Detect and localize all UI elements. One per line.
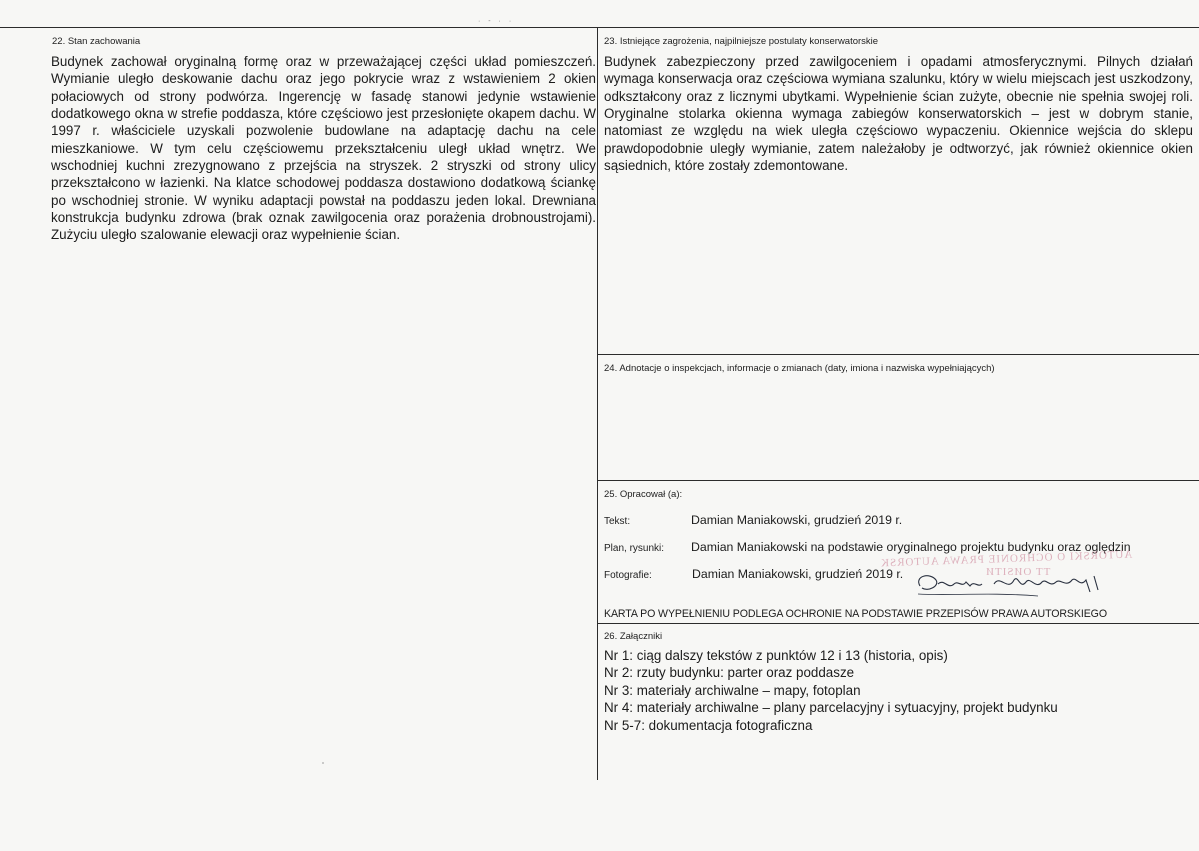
text-author-value: Damian Maniakowski, grudzień 2019 r.: [691, 513, 903, 527]
section-25-title: 25. Opracował (a):: [604, 489, 683, 500]
photos-author-value: Damian Maniakowski, grudzień 2019 r.: [692, 567, 904, 581]
top-border: [0, 27, 1199, 28]
divider-23-24: [597, 354, 1199, 355]
scan-noise: · ‐ · ·: [478, 18, 515, 25]
attachment-item: Nr 1: ciąg dalszy tekstów z punktów 12 i 13 (historia, opis): [604, 648, 948, 663]
section-22-text: Budynek zachował oryginalną formę oraz w przeważającej części układ pomieszczeń. Wymianie uległo deskowanie dachu oraz jego pokrycie wraz z wstawieniem 2 okien połaciowych od strony podwórza. Ingerencję w fasadę stanowi jedynie wstawienie dodatkowego okna w strefie poddasza, które częściowo jest przesłonięte okapem dachu. W 1997 r. właściciele uzyskali pozwolenie budowlane na adaptację dachu na cele mieszkaniowe. W tym celu częściowemu przekształceniu uległ układ wnętrz. We wschodniej kuchni zrezygnowano z przejścia na stryszek. 2 stryszki od strony ulicy przekształcono w łazienki. Na klatce schodowej poddasza dostawiono dodatkową ściankę po wschodniej stronie. W wyniku adaptacji powstał na poddaszu jeden lokal. Drewniana konstrukcja budynku zdrowa (brak oznak zawilgocenia oraz porażenia drobnoustrojami). Zużyciu uległo szalowanie elewacji oraz wypełnienie ścian.: [51, 54, 596, 243]
scan-dot: [322, 762, 324, 764]
column-divider: [597, 27, 598, 780]
faint-stamp-2: TT ОИЅIТИ: [985, 566, 1051, 578]
attachment-item: Nr 5-7: dokumentacja fotograficzna: [604, 717, 813, 733]
divider-25-26: [597, 623, 1199, 624]
photos-author-label: Fotografie:: [604, 570, 652, 581]
text-author-label: Tekst:: [604, 516, 631, 527]
section-26-title: 26. Załączniki: [604, 631, 663, 642]
copyright-notice: KARTA PO WYPEŁNIENIU PODLEGA OCHRONIE NA PODSTAWIE PRZEPISÓW PRAWA AUTORSKIEGO: [604, 608, 1107, 620]
section-22-title: 22. Stan zachowania: [52, 36, 141, 47]
section-23-text: Budynek zabezpieczony przed zawilgoceniem i opadami atmosferycznymi. Pilnych działań wymaga konserwacja oraz częściowa wymiana szalunku, który w wielu miejscach jest uszkodzony, odkształcony oraz z licznymi ubytkami. Wypełnienie ścian zużyte, obecnie nie spełnia swojej roli. Oryginalne stolarka okienna wymaga zabiegów konserwatorskich – jest w dobrym stanie, natomiast ze względu na wiek uległa częściowo wypaczeniu. Okiennice wejścia do sklepu prawdopodobnie uległy wymianie, zatem należałoby je odtworzyć, jak również okiennice okien sąsiednich, które zostały zdemontowane.: [604, 54, 1193, 174]
attachment-item: Nr 2: rzuty budynku: parter oraz poddasze: [604, 665, 855, 681]
plans-author-label: Plan, rysunki:: [604, 543, 665, 554]
signature: [908, 566, 1128, 608]
attachments-list: [604, 647, 1058, 734]
divider-24-25: [597, 480, 1199, 481]
section-24-title: 24. Adnotacje o inspekcjach, informacje o zmianach (daty, imiona i nazwiska wypełniających): [604, 363, 995, 374]
faint-stamp: AUTORSKI O OCHRONIE PRAWA AUTORSK: [879, 548, 1133, 570]
attachment-item: Nr 4: materiały archiwalne – plany parcelacyjny i sytuacyjny, projekt budynku: [604, 700, 1058, 716]
attachment-item: Nr 3: materiały archiwalne – mapy, fotoplan: [604, 682, 861, 698]
section-23-title: 23. Istniejące zagrożenia, najpilniejsze postulaty konserwatorskie: [604, 36, 879, 47]
plans-author-value: Damian Maniakowski na podstawie oryginalnego projektu budynku oraz oględzin: [691, 540, 1131, 554]
